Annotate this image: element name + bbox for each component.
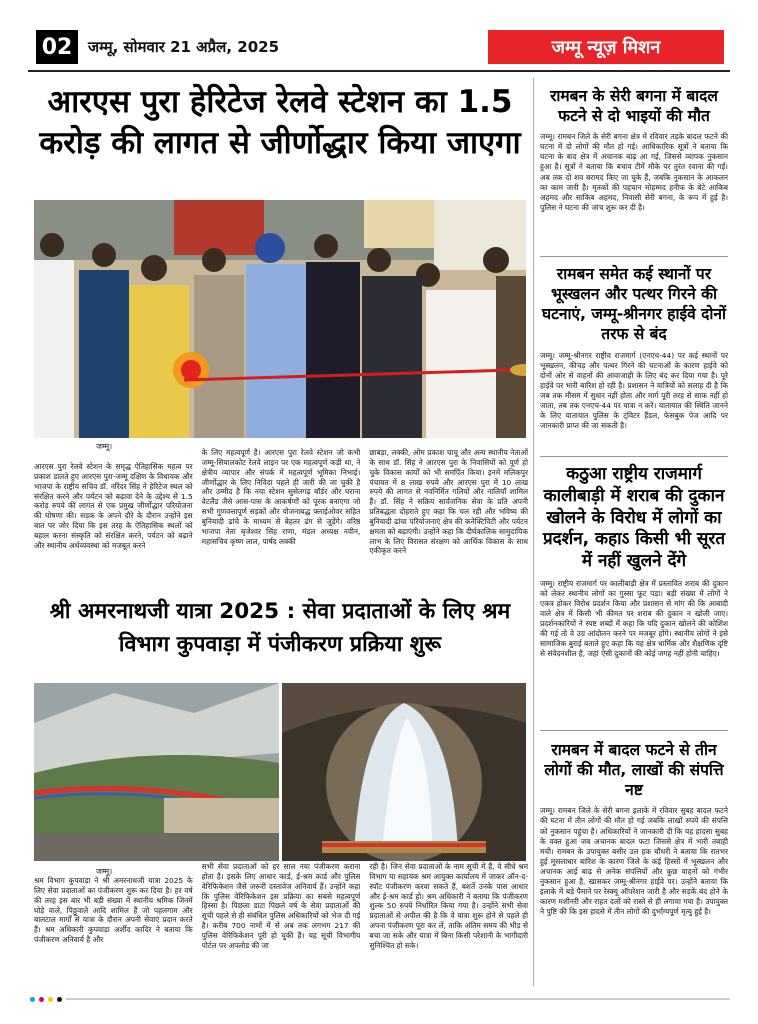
sidebar-story-1 [540,86,728,246]
sidebar-headline: रामबन के सेरी बगना में बादल फटने से दो भाइयों की मौत [550,87,718,126]
second-caption: जम्मू। [96,867,113,876]
sidebar-headline: रामबन समेत कई स्थानों पर भूस्खलन और पत्थर गिरने की घटनाएं, जम्मू-श्रीनगर हाईवे दोनों तरफ से बंद [541,265,727,344]
amarnath-photo-right [282,683,526,861]
footer-color-bar [30,996,730,1002]
sidebar-headline: कठुआ राष्ट्रीय राजमार्ग कालीबाड़ी में शराब की दुकान खोलने के विरोध में लोगों का प्रदर्शन, कहाऽ किसी भी सूरत में नहीं खुलने देंगे [542,464,726,571]
footer-line [66,998,730,1000]
second-col-2: सभी सेवा प्रदाताओं को हर साल नया पंजीकरण कराना होता है। इसके लिए आधार कार्ड, ई-श्रम कार्ड और पुलिस वेरिफिकेशन जैसे जरूरी दस्तावेज अनिवार्य हैं। उन्होंने कहा कि पुलिस वेरिफिकेशन इस प्रक्रिया का सबसे महत्वपूर्ण हिस्सा है। पिछला डाटा पिछले वर्ष के सेवा प्रदाताओं की सूची पहले से ही संबंधित पुलिस अधिकारियों को भेज दी गई है। करीब 700 नामों में से अब तक लगभग 217 की पुलिस वेरिफिकेशन पूरी हो चुकी है। यह सूची विभागीय पोर्टल पर अपलोड की जा [201,862,361,950]
lead-photo [34,200,526,438]
sidebar-headline: रामबन में बादल फटने से तीन लोगों की मौत, लाखों की संपत्ति नष्ट [544,741,724,800]
amarnath-photo-left [34,683,279,861]
sidebar-body: जम्मू। रामबन जिले के सेरी बगना क्षेत्र में रविवार तड़के बादल फटने की घटना में दो लोगों की मौत हो गई। आधिकारिक सूत्रों ने बताया कि घटना के बाद क्षेत्र में अचानक बाढ़ आ गई, जिससे व्यापक नुकसान हुआ है। सूत्रों ने बताया कि बचाव टीमें मौके पर तुरंत रवाना की गईं। अब तक दो शव बरामद किए जा चुके हैं, जबकि नुकसान के आकलन का काम जारी है। मृतकों की पहचान मोहम्मद हनीफ के बेटे आकिब अहमद और साकिब अहमद, निवासी सेरी बगना, के रूप में हुई है। पुलिस ने घटना की जांच शुरू कर दी है। [540,132,728,212]
sidebar-separator [540,256,728,257]
yellow-dot [48,997,53,1002]
magenta-dot [39,997,44,1002]
sidebar-story-3 [540,464,728,726]
sidebar-body: जम्मू। राष्ट्रीय राजमार्ग पर कालीबाड़ी क्षेत्र में प्रस्तावित शराब की दुकान को लेकर स्थानीय लोगों का गुस्सा फूट पड़ा। बड़ी संख्या में लोगों ने एकत्र होकर विरोध प्रदर्शन किया और प्रशासन से मांग की कि आबादी वाले क्षेत्र में किसी भी कीमत पर शराब की दुकान न खोली जाए। प्रदर्शनकारियों ने स्पष्ट शब्दों में कहा कि यदि दुकान खोलने की कोशिश की गई तो वे उग्र आंदोलन करने पर मजबूर होंगे। स्थानीय लोगों ने इसे सामाजिक बुराई बताते हुए कहा कि यह क्षेत्र धार्मिक और शैक्षणिक दृष्टि से संवेदनशील है, जहां ऐसी दुकानों की कोई जगह नहीं होनी चाहिए। [540,578,728,659]
second-col-3: रही है। जिन सेवा प्रदाताओं के नाम सूची में हैं, वे सीधे श्रम विभाग या सहायक श्रम आयुक्त कार्यालय में जाकर ऑन-द-स्पॉट पंजीकरण करवा सकते हैं, बशर्ते उनके पास आधार और ई-श्रम कार्ड हो। श्रम अधिकारी ने बताया कि पंजीकरण शुल्क 50 रुपये निर्धारित किया गया है। उन्होंने सभी सेवा प्रदाताओं से अपील की है कि वे यात्रा शुरू होने से पहले ही अपना पंजीकरण पूरा कर लें, ताकि अंतिम समय की भीड़ से बचा जा सके और यात्रा में बिना किसी परेशानी के भागीदारी सुनिश्चित हो सके। [369,862,529,950]
sidebar-separator [540,730,728,731]
cyan-dot [30,997,35,1002]
sidebar-separator [540,456,728,457]
masthead [0,0,758,72]
sidebar-body: जम्मू। रामबन जिले के सेरी बगना इलाके में रविवार सुबह बादल फटने की घटना में तीन लोगों की मौत हो गई जबकि लाखों रुपये की संपत्ति को नुकसान पहुंचा है। अधिकारियों ने जानकारी दी कि यह हादसा सुबह के वक्त हुआ जब अचानक बादल फटा जिससे क्षेत्र में भारी तबाही मची। रामबन के उपायुक्त बसीर उल हक चौधरी ने बताया कि रातभर हुई मूसलाधार बारिश के कारण जिले के कई हिस्सों में भूस्खलन और अचानक आई बाढ़ से अनेक संपत्तियों और कुछ वाहनों को गंभीर नुकसान हुआ है, खासकर जम्मू-श्रीनगर हाईवे पर। उन्होंने बताया कि इलाके में बड़े पैमाने पर रेस्क्यू ऑपरेशन जारी है और सड़कें बंद होने के कारण मशीनरी और राहत दलों को रास्ते से ही लगाया गया है। उपायुक्त ने पुष्टि की कि इस हादसे में तीन लोगों की दुर्भाग्यपूर्ण मृत्यु हुई है। [540,806,728,917]
page-number: 02 [36,30,78,64]
brand-logo: जम्मू न्यूज़ मिशन [488,30,724,64]
second-col-1: श्रम विभाग कुपवाड़ा ने श्री अमरनाथजी यात्रा 2025 के लिए सेवा प्रदाताओं का पंजीकरण शुरू कर दिया है। हर वर्ष की तरह इस बार भी बड़ी संख्या में स्थानीय श्रमिक जिनमें घोड़े वाले, पिठ्ठूवाले आदि शामिल हैं जो पहलगाम और बालटाल मार्गों से यात्रा के दौरान अपनी सेवाएं प्रदान करते हैं। श्रम अधिकारी कुपवाड़ा अर्शीद कादिर ने बताया कि पंजीकरण अनिवार्य है और [34,876,193,945]
sidebar-story-4 [540,740,728,990]
black-dot [57,997,62,1002]
lead-col-2: के लिए महत्वपूर्ण है। आरएस पुरा रेलवे स्टेशन जो कभी जम्मू-सियालकोट रेलवे लाइन पर एक महत्वपूर्ण कड़ी था, ने क्षेत्रीय व्यापार और संपर्क में महत्वपूर्ण भूमिका निभाई। जीर्णोद्धार के लिए निविदा पहले ही जारी की जा चुकी है और उम्मीद है कि नया स्टेशन सुसेतगढ़ बॉर्डर और घराना वेटलैंड जैसे आस-पास के आकर्षणों को पूरक बनाएगा जो सभी गुणवत्तापूर्ण सड़कों और योजनाबद्ध फ्लाईओवर सहित बुनियादी ढांचे के माध्यम से बेहतर ढंग से जुड़ेंगे। वरिष्ठ भाजपा नेता बृजेश्वर सिंह राणा, मंडल अध्यक्ष नवीन, महासचिव कृष्ण लाल, पार्षद लक्की [201,448,361,546]
header-rule [28,70,730,72]
column-divider [533,78,534,986]
second-headline: श्री अमरनाथजी यात्रा 2025 : सेवा प्रदाताओं के लिए श्रम विभाग कुपवाड़ा में पंजीकरण प्रक्रिया शुरू [49,599,511,658]
sidebar-body: जम्मू। जम्मू-श्रीनगर राष्ट्रीय राजमार्ग (एनएच-44) पर कई स्थानों पर भूस्खलन, कीचड़ और पत्थर गिरने की घटनाओं के कारण हाईवे को दोनों ओर से वाहनों की आवाजाही के लिए बंद कर दिया गया है। पूरे हाईवे पर भारी बारिश हो रही है। प्रशासन ने यात्रियों को सलाह दी है कि जब तक मौसम में सुधार नहीं होता और मार्ग पूरी तरह से साफ नहीं हो जाता, तब तक एनएच-44 पर यात्रा न करें। यातायात की स्थिति जानने के लिए यातायात पुलिस के ट्विटर हैंडल, फेसबुक पेज आदि पर जानकारी प्राप्त की जा सकती है। [540,350,728,430]
lead-col-3: छाबड़ा, लक्की, ओम प्रकाश चाचू और अन्य स्थानीय नेताओं के साथ डॉ. सिंह ने आरएस पुरा के निवासियों को पूर्ण हो चुके विकास कार्यों को भी समर्पित किया। इनमें मलिकपुर पंचायत में 8 लाख रुपये और आरएस पुरा में 10 लाख रुपये की लागत से नवनिर्मित गलियों और नालियाँ शामिल हैं। डॉ. सिंह ने सक्रिय सार्वजनिक सेवा के प्रति अपनी प्रतिबद्धता दोहराते हुए कहा कि चल रही और भविष्य की बुनियादी ढांचा परियोजनाएं क्षेत्र की कनेक्टिविटी और पर्यटन क्षमता को बढ़ाएंगी। उन्होंने कहा कि दीर्घकालिक सामुदायिक लाभ के लिए विरासत संरक्षण को आर्थिक विकास के साथ एकीकृत करने [369,448,529,556]
second-body [34,862,528,990]
lead-caption: जम्मू। [96,442,113,451]
sidebar-story-2 [540,264,728,450]
dateline: जम्मू, सोमवार 21 अप्रैल, 2025 [88,38,280,56]
lead-headline: आरएस पुरा हेरिटेज रेलवे स्टेशन का 1.5 करोड़ की लागत से जीर्णोद्धार किया जाएगा [39,84,521,161]
lead-col-1: आरएस पुरा रेलवे स्टेशन के समृद्ध ऐतिहासिक महत्व पर प्रकाश डालते हुए आरएस पुरा-जम्मू दक्षिण के विधायक और भाजपा के राष्ट्रीय सचिव डॉ. नरिंदर सिंह ने हेरिटेज स्थल को संरक्षित करने और पर्यटन को बढ़ावा देने के उद्देश्य से 1.5 करोड़ रुपये की लागत से एक प्रमुख जीर्णोद्धार परियोजना की घोषणा की। सड़क के अपने दौरे के दौरान उन्होंने इस बात पर जोर दिया कि इस तरह के ऐतिहासिक स्थलों को बहाल करना संस्कृति को संरक्षित करने, पर्यटन को बढ़ाने और स्थानीय अर्थव्यवस्था को मजबूत करने [34,462,193,550]
lead-body [34,448,528,580]
